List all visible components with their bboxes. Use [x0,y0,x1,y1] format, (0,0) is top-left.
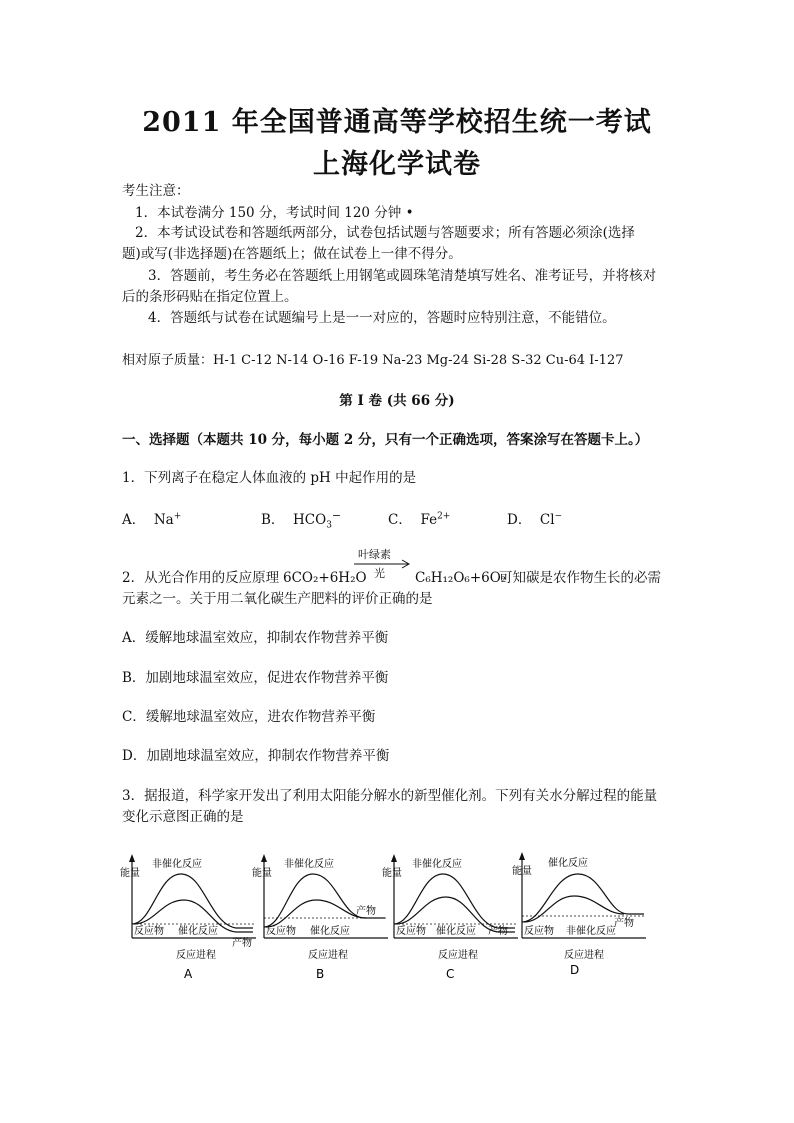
notice-item-3b: 后的条形码贴在指定位置上。 [122,289,298,305]
reactant-label: 反应物 [396,926,426,937]
notice-item-4: 4．答题纸与试卷在试题编号上是一一对应的，答题时应特别注意，不能错位。 [148,310,616,326]
q2-stem-prefix: 2．从光合作用的反应原理 [122,570,280,586]
diagram-letter: B [316,967,325,981]
energy-diagram-a [118,852,263,986]
exam-subtitle: 上海化学试卷 [313,149,481,180]
y-axis-label: 能量 [512,866,532,877]
notice-item-3a: 3．答题前，考生务必在答题纸上用钢笔或圆珠笔清楚填写姓名、准考证号，并将核对 [148,268,657,284]
y-axis-label: 能量 [382,868,402,879]
upper-curve [394,874,515,928]
upper-curve-label: 非催化反应 [284,859,334,870]
q2-option-d: D．加剧地球温室效应，抑制农作物营养平衡 [122,748,390,764]
y-axis-arrow [129,854,135,862]
y-axis-label: 能量 [120,868,140,879]
y-axis-arrow [261,854,267,862]
q2-arrow-condition-top: 叶绿素 [358,548,391,561]
lower-curve-label: 催化反应 [310,926,350,937]
section-heading: 一、选择题（本题共 10 分，每小题 2 分，只有一个正确选项，答案涂写在答题卡上。） [122,432,649,448]
q2-products: C₆H₁₂O₆+6O₂ [415,570,507,586]
notice-heading: 考生注意： [122,183,190,199]
q1-option-d: D． Cl− [507,511,563,528]
reactant-label: 反应物 [524,926,554,937]
energy-diagram-c [380,852,525,986]
upper-curve-label: 非催化反应 [412,859,462,870]
y-axis-arrow [391,854,397,862]
energy-diagram-b [250,852,395,986]
atomic-masses: 相对原子质量：H-1 C-12 N-14 O-16 F-19 Na-23 Mg-24 Si-28 S-32 Cu-64 I-127 [122,353,624,368]
reactant-label: 反应物 [266,926,296,937]
x-axis-label: 反应进程 [176,950,216,961]
x-axis-label: 反应进程 [438,950,478,961]
lower-curve-label: 催化反应 [436,926,476,937]
q2-option-a: A．缓解地球温室效应，抑制农作物营养平衡 [122,630,389,646]
q1-option-a: A． Na+ [122,511,182,528]
exam-title: 2011 年全国普通高等学校招生统一考试 [142,107,652,138]
product-label: 产物 [488,926,508,937]
q1-stem: 1．下列离子在稳定人体血液的 pH 中起作用的是 [122,470,417,486]
q2-option-b: B．加剧地球温室效应，促进农作物营养平衡 [122,670,389,686]
y-axis-label: 能量 [252,868,272,879]
x-axis-label: 反应进程 [564,950,604,961]
q2-stem-suffix: 可知碳是农作物生长的必需 [499,570,661,586]
y-axis-arrow [519,852,525,860]
product-label: 产物 [232,938,252,949]
upper-curve-label: 催化反应 [548,858,588,869]
q2-arrow-condition-bottom: 光 [374,567,385,580]
reactant-label: 反应物 [134,926,164,937]
diagram-letter: C [446,967,455,981]
notice-item-1: 1．本试卷满分 150 分，考试时间 120 分钟 • [135,205,414,221]
q1-option-c: C． $Fe^{2+}$ [388,511,451,528]
q3-stem-line1: 3．据报道，科学家开发出了利用太阳能分解水的新型催化剂。下列有关水分解过程的能量 [122,788,658,804]
q2-option-c: C．缓解地球温室效应，进农作物营养平衡 [122,709,376,725]
notice-item-2b: 题)或写(非选择题)在答题纸上；做在试卷上一律不得分。 [122,246,462,262]
q2-reactants: 6CO₂+6H₂O [283,570,367,586]
diagram-letter: A [184,967,193,981]
q3-stem-line2: 变化示意图正确的是 [122,809,244,825]
lower-curve-label: 非催化反应 [566,926,616,937]
diagram-letter: D [570,963,580,977]
lower-curve [266,900,366,927]
volume-heading: 第 I 卷 (共 66 分) [339,393,455,409]
lower-curve-label: 催化反应 [178,926,218,937]
upper-curve [522,874,644,922]
q2-stem-line2: 元素之一。关于用二氧化碳生产肥料的评价正确的是 [122,591,433,607]
product-label: 产物 [356,906,376,917]
notice-item-2a: 2．本考试设试卷和答题纸两部分，试卷包括试题与答题要求；所有答题必须涂(选择 [135,225,635,241]
upper-curve-label: 非催化反应 [152,859,202,870]
q1-option-b: B． $HCO_3^-$ [261,509,342,531]
x-axis-label: 反应进程 [308,950,348,961]
product-label: 产物 [614,918,634,929]
energy-diagram-d [508,848,653,982]
